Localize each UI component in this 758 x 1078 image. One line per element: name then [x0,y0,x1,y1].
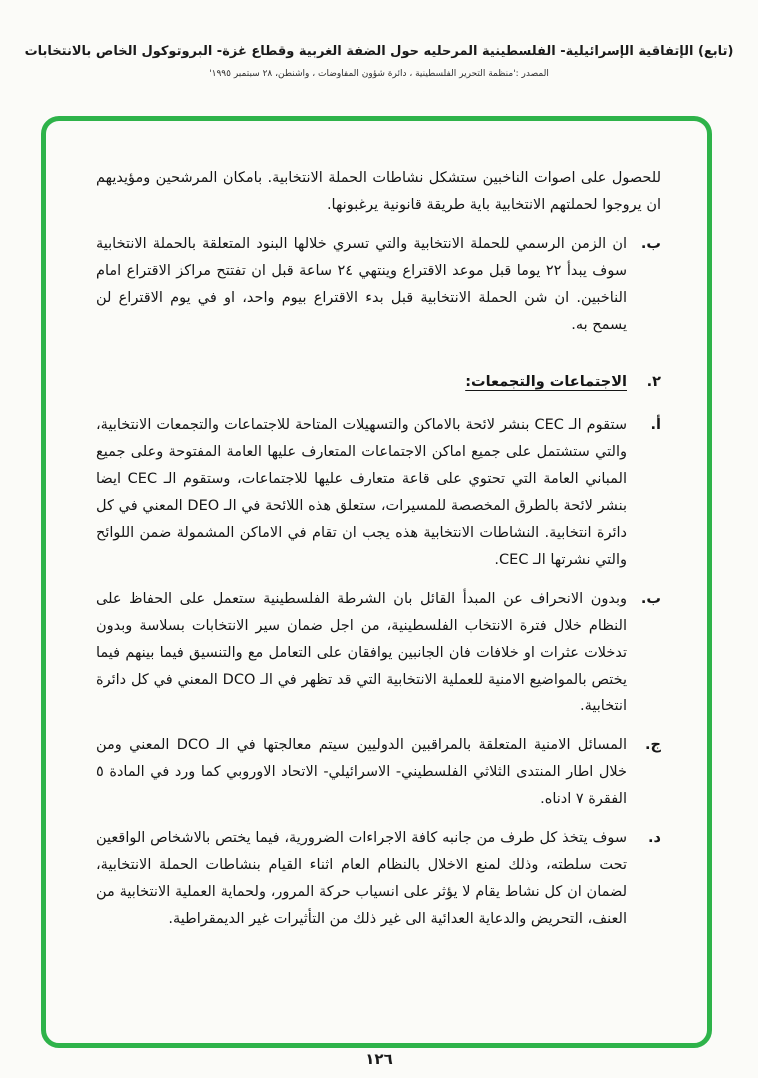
document-footer [0,1049,758,1068]
green-border-frame [41,116,712,1048]
list-item-c [96,732,661,813]
item-label: أ. [650,416,661,433]
page-number: ١٢٦ [365,1050,393,1068]
list-item-b-campaign [96,231,661,339]
document-source-line: المصدر :'منظمة التحرير الفلسطينية ، دائرة شؤون المفاوضات ، واشنطن، ٢٨ سبتمبر ١٩٩٥' [209,69,549,79]
document-body [46,121,707,933]
item-label: د. [648,830,661,847]
item-text: سوف يتخذ كل طرف من جانبه كافة الاجراءات الضرورية، فيما يختص بالاشخاص الواقعين تحت سلطته، وذلك لمنع الاخلال بالنظام العام اثناء القيام بنشاطات الحملة الانتخابية، لضمان ان كل نشاط يقام لا يؤثر على انسياب حركة المرور، ولحماية العملية الانتخابية من العنف، التحريض والدعاية العدائية الى غير ذلك من التأثيرات غير الديمقراطية. [96,830,627,928]
section-heading-meetings [96,369,661,396]
list-item-b [96,586,661,721]
item-text: ستقوم الـ CEC بنشر لائحة بالاماكن والتسهيلات المتاحة للاجتماعات والتجمعات الانتخابية، والتي ستشتمل على جميع اماكن الاجتماعات المتعارف عليها العامة المفتوحة وعلى جميع المباني العامة التي تحتوي على قاعة متعارف عليها للاجتماعات، وستقوم الـ CEC ايضا بنشر لائحة بالطرق المخصصة للمسيرات، ستعلق هذه اللائحة في الـ DEO المعني في كل دائرة انتخابية. النشاطات الانتخابية هذه يجب ان تقام في الاماكن المشمولة ضمن اللوائح والتي نشرتها الـ CEC. [96,416,628,568]
item-label: ج. [645,737,661,754]
document-title: (تابع) الإتفاقية الإسرائيلية- الفلسطينية المرحليه حول الضفة الغربية وقطاع غزة- البروتوكول الخاص بالانتخابات [24,44,734,59]
continuation-paragraph: للحصول على اصوات الناخبين ستشكل نشاطات الحملة الانتخابية. بامكان المرشحين ومؤيديهم ان يروجوا لحملتهم الانتخابية باية طريقة قانونية يرغبونها. [96,170,661,213]
item-text: ان الزمن الرسمي للحملة الانتخابية والتي تسري خلالها البنود المتعلقة بالحملة الانتخابية سوف يبدأ ٢٢ يوما قبل موعد الاقتراع وينتهي ٢٤ ساعة قبل ان تفتتح مراكز الاقتراع امام الناخبين. ان شن الحملة الانتخابية قبل بدء الاقتراع بيوم واحد، او في يوم الاقتراع لن يسمح به. [96,235,627,333]
item-label: ب. [640,590,661,607]
section-title: الاجتماعات والتجمعات: [465,373,627,390]
item-text: وبدون الانحراف عن المبدأ القائل بان الشرطة الفلسطينية ستعمل على الحفاظ على النظام خلال فترة الانتخاب الفلسطينية، من اجل ضمان سير الانتخابات بسلاسة وبدون تدخلات عثرات او خلافات فان الجانبين يوافقان على التعامل مع والتنسيق فيما بينهم فيما يختص بالمواضيع الامنية للعملية الانتخابية التي قد تظهر في الـ DCO المعني في كل دائرة انتخابية. [96,590,628,715]
document-header [20,44,738,79]
item-text: المسائل الامنية المتعلقة بالمراقبين الدوليين سيتم معالجتها في الـ DCO المعني ومن خلال اطار المنتدى الثلاثي الفلسطيني- الاسرائيلي- الاتحاد الاوروبي كما ورد في المادة ٥ الفقرة ٧ ادناه. [96,737,627,808]
section-number: ٢. [646,373,661,390]
list-item-a [96,412,661,574]
list-item-d [96,825,661,933]
item-label: ب. [640,235,661,252]
